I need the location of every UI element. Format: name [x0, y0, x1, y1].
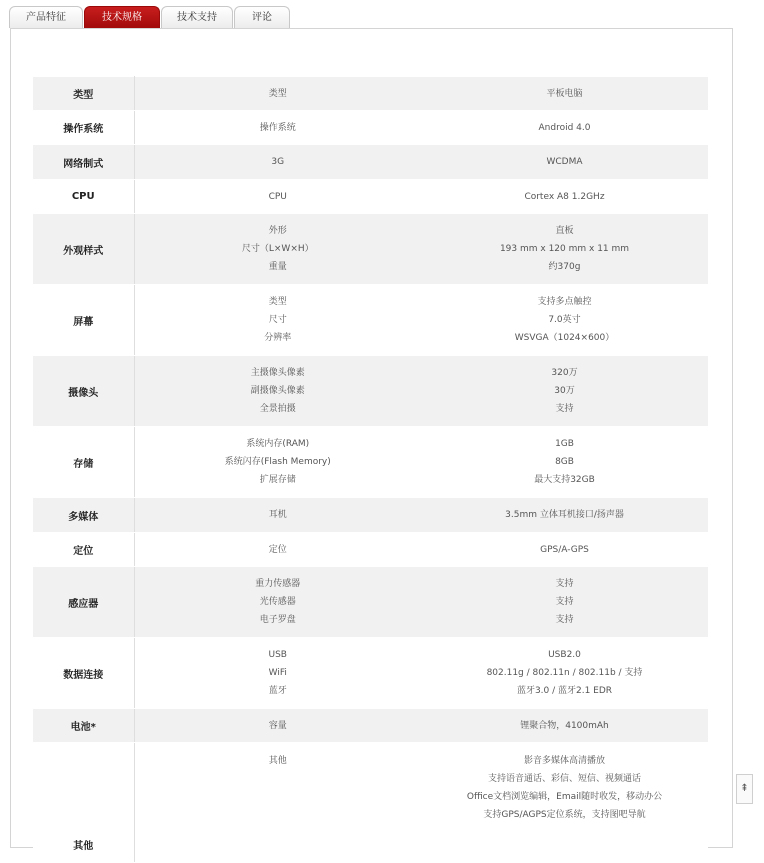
- spec-category: 其他: [33, 743, 134, 863]
- spec-value: 193 mm x 120 mm x 11 mm: [499, 244, 630, 254]
- spec-values: [421, 77, 708, 111]
- spec-value: 支持多点触控: [537, 297, 592, 307]
- spec-category: 定位: [33, 533, 134, 567]
- tab-tech-support[interactable]: 技术支持: [161, 6, 233, 28]
- spec-name: 尺寸: [268, 315, 287, 325]
- spec-name: 其他: [268, 756, 287, 766]
- spec-category: 类型: [33, 77, 134, 111]
- spec-category: 网络制式: [33, 145, 134, 180]
- spec-name: 系统闪存(Flash Memory): [224, 457, 331, 467]
- spec-names: [134, 709, 421, 743]
- spec-value: 约370g: [548, 262, 581, 272]
- spec-value: 支持: [555, 597, 574, 607]
- spec-name: 系统内存(RAM): [246, 439, 310, 449]
- spec-names: [134, 638, 421, 709]
- spec-row: [33, 533, 708, 567]
- tab-product-features[interactable]: 产品特征: [9, 6, 83, 28]
- spec-value: 支持: [555, 615, 574, 625]
- spec-names: [134, 427, 421, 498]
- spec-names: [134, 111, 421, 145]
- spec-name: 电子罗盘: [259, 615, 296, 625]
- spec-row: [33, 111, 708, 145]
- spec-values: [421, 145, 708, 180]
- spec-category: 屏幕: [33, 285, 134, 356]
- spec-name: 光传感器: [259, 597, 296, 607]
- spec-name: 全景拍摄: [259, 404, 296, 414]
- spec-values: [421, 180, 708, 214]
- spec-name: 扩展存储: [259, 475, 296, 485]
- spec-name: 耳机: [268, 510, 287, 520]
- spec-name: 3G: [271, 157, 285, 167]
- spec-value: Android 4.0: [538, 122, 591, 133]
- spec-value: WCDMA: [546, 157, 583, 167]
- spec-name: 操作系统: [259, 122, 296, 133]
- spec-row: [33, 498, 708, 533]
- spec-category: 摄像头: [33, 356, 134, 427]
- spec-value: 支持语音通话、彩信、短信、视频通话: [487, 774, 641, 784]
- spec-names: [134, 77, 421, 111]
- spec-name: 定位: [268, 544, 287, 555]
- spec-value: 最大支持32GB: [534, 475, 595, 485]
- spec-value: 影音多媒体高清播放: [523, 756, 605, 766]
- spec-row: [33, 567, 708, 638]
- spec-values: [421, 567, 708, 638]
- spec-value: 支持: [555, 404, 574, 414]
- spec-names: [134, 214, 421, 285]
- spec-value: 锂聚合物，4100mAh: [520, 720, 609, 731]
- spec-names: [134, 533, 421, 567]
- spec-row: [33, 285, 708, 356]
- spec-category: 操作系统: [33, 111, 134, 145]
- spec-name: WiFi: [268, 668, 287, 678]
- spec-value: 320万: [551, 368, 578, 378]
- spec-value: 802.11g / 802.11n / 802.11b / 支持: [486, 668, 643, 678]
- spec-category: 多媒体: [33, 498, 134, 533]
- spec-category: 外观样式: [33, 214, 134, 285]
- spec-row: [33, 356, 708, 427]
- spec-name: 副摄像头像素: [250, 386, 305, 396]
- spec-value: GPS/A-GPS: [540, 544, 589, 555]
- spec-name: CPU: [268, 191, 287, 202]
- spec-value: 平板电脑: [546, 88, 583, 99]
- spec-row: [33, 214, 708, 285]
- tab-tech-specs[interactable]: 技术规格: [84, 6, 160, 28]
- spec-names: [134, 356, 421, 427]
- spec-row: [33, 180, 708, 214]
- spec-category: 电池*: [33, 709, 134, 743]
- spec-name: 容量: [268, 720, 287, 731]
- spec-name: 分辨率: [264, 333, 292, 343]
- spec-name: 类型: [268, 297, 287, 307]
- spec-category: 存储: [33, 427, 134, 498]
- spec-value: 支持: [555, 579, 574, 589]
- spec-value: 3.5mm 立体耳机接口/扬声器: [505, 510, 624, 520]
- spec-values: [421, 111, 708, 145]
- spec-table: [33, 76, 708, 863]
- spec-row: [33, 77, 708, 111]
- spec-values: [421, 214, 708, 285]
- spec-value: 蓝牙3.0 / 蓝牙2.1 EDR: [516, 686, 613, 696]
- spec-row: [33, 638, 708, 709]
- tab-bar: [0, 0, 764, 30]
- spec-name: USB: [268, 650, 287, 660]
- spec-value: 1GB: [555, 439, 574, 449]
- spec-value: 支持GPS/AGPS定位系统，支持图吧导航: [483, 810, 646, 820]
- spec-values: [421, 709, 708, 743]
- spec-names: [134, 498, 421, 533]
- spec-name: 重力传感器: [255, 579, 301, 589]
- spec-value: 直板: [555, 226, 574, 236]
- spec-row: [33, 145, 708, 180]
- spec-name: 蓝牙: [268, 686, 287, 696]
- spec-name: 类型: [268, 88, 287, 99]
- scroll-to-top-button[interactable]: [736, 774, 753, 804]
- spec-names: [134, 743, 421, 863]
- spec-names: [134, 145, 421, 180]
- spec-value: Cortex A8 1.2GHz: [524, 191, 605, 202]
- spec-category: CPU: [33, 180, 134, 214]
- spec-name: 重量: [268, 262, 287, 272]
- spec-values: [421, 743, 708, 863]
- arrow-up-icon: ⇞: [740, 783, 749, 794]
- spec-row: [33, 427, 708, 498]
- spec-names: [134, 567, 421, 638]
- spec-values: [421, 427, 708, 498]
- spec-value: WSVGA（1024×600）: [514, 333, 615, 343]
- spec-values: [421, 498, 708, 533]
- spec-values: [421, 285, 708, 356]
- spec-value: 30万: [554, 386, 575, 396]
- spec-value: 7.0英寸: [548, 315, 581, 325]
- spec-values: [421, 533, 708, 567]
- spec-row: [33, 743, 708, 863]
- spec-value: 8GB: [555, 457, 574, 467]
- spec-name: 尺寸（L×W×H）: [241, 244, 314, 254]
- spec-name: 外形: [268, 226, 287, 236]
- spec-values: [421, 638, 708, 709]
- spec-values: [421, 356, 708, 427]
- spec-name: 主摄像头像素: [250, 368, 305, 378]
- tab-reviews[interactable]: 评论: [234, 6, 290, 28]
- spec-row: [33, 709, 708, 743]
- spec-value: Office文档浏览编辑，Email随时收发，移动办公: [466, 792, 663, 802]
- spec-category: 数据连接: [33, 638, 134, 709]
- spec-names: [134, 285, 421, 356]
- spec-value: USB2.0: [548, 650, 581, 660]
- spec-category: 感应器: [33, 567, 134, 638]
- spec-names: [134, 180, 421, 214]
